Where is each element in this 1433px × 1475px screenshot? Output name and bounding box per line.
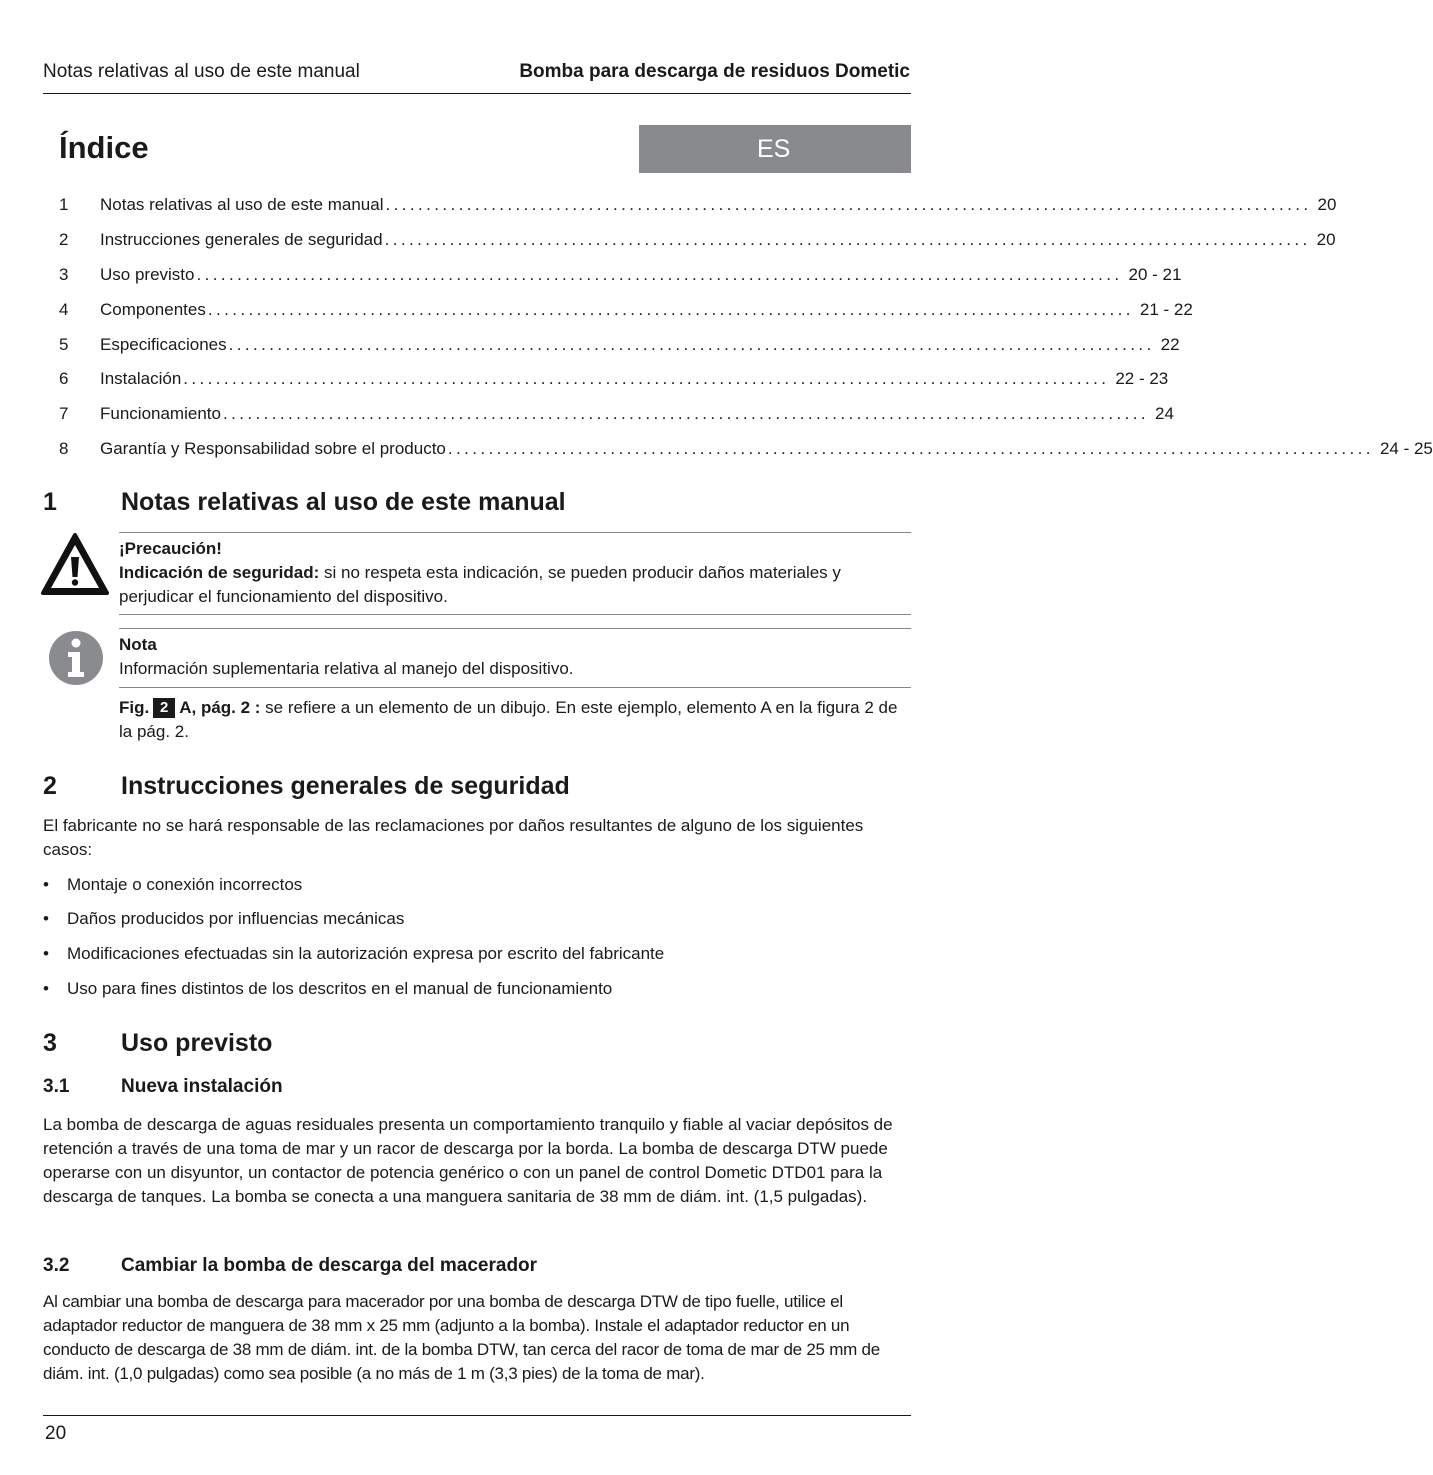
toc-page: 22 [1160,335,1180,354]
note-block [119,633,911,681]
toc-leader: .................................................................................................................. [385,195,1312,214]
toc-text: Notas relativas al uso de este manual [100,195,384,214]
paragraph: La bomba de descarga de aguas residuales presenta un comportamiento tranquilo y fiable al vaciar depósitos de retención a través de una toma de mar y un racor de descarga por la borda. La bomba de descarga DTW puede operarse con un disyuntor, un contactor de potencia genérico o con un panel de control Dometic DTD01 para la descarga de tanques. La bomba se conecta a una manguera sanitaria de 38 mm de diám. int. (1,5 pulgadas). [43,1115,893,1206]
caution-text [119,561,911,609]
paragraph: El fabricante no se hará responsable de las reclamaciones por daños resultantes de alguno de los siguientes casos: [43,816,864,859]
toc-row[interactable] [59,333,1180,357]
section-heading-2 [43,772,911,804]
subsection-heading-3-1 [43,1076,911,1102]
toc-text: Uso previsto [100,265,195,284]
toc-page: 21 - 22 [1139,300,1193,319]
section-number: 3 [43,1029,57,1057]
caution-block [119,537,911,609]
note-text: Información suplementaria relativa al manejo del dispositivo. [119,659,574,678]
toc-row[interactable] [59,263,1182,287]
note-label: Nota [119,635,157,654]
caution-body: si no respeta esta indicación, se pueden producir daños materiales y perjudicar el funcionamiento del dispositivo. [119,563,841,606]
toc-row[interactable] [59,193,1337,217]
toc-page: 22 - 23 [1115,369,1169,388]
toc-text: Instrucciones generales de seguridad [100,230,383,249]
toc-page: 20 [1317,195,1337,214]
paragraph: Al cambiar una bomba de descarga para macerador por una bomba de descarga DTW de tipo fuelle, utilice el adaptador reductor de manguera de 38 mm x 25 mm (adjunto a la bomba). Instale el adaptador reductor en un conducto de descarga de 38 mm de diám. int. de la bomba DTW, tan cerca del racor de toma de mar de 25 mm de diám. int. (1,0 pulgadas) como sea posible (a no más de 1 m (3,3 pies) de la toma de mar). [43,1292,880,1383]
toc-number: 6 [59,369,69,388]
page-title: Índice [59,130,149,165]
toc-leader: .................................................................................................................. [183,369,1110,388]
toc-leader: .................................................................................................................. [447,439,1374,458]
warning-triangle-icon [40,532,110,598]
toc-text: Componentes [100,300,206,319]
figure-reference-note [119,696,911,744]
list-item: • Uso para fines distintos de los descritos en el manual de funcionamiento [43,979,613,998]
toc-number: 3 [59,265,69,284]
section-title: Instrucciones generales de seguridad [121,772,570,800]
toc-page: 24 [1155,404,1174,423]
toc-text: Instalación [100,369,182,388]
toc-leader: .................................................................................................................. [207,300,1134,319]
section-heading-1 [43,488,911,520]
section-title: Uso previsto [121,1029,273,1057]
divider [119,614,911,615]
divider [119,532,911,533]
toc-leader: .................................................................................................................. [196,265,1123,284]
subsection-number: 3.1 [43,1076,70,1097]
list-item: • Montaje o conexión incorrectos [43,875,303,894]
caution-bold: Indicación de seguridad: [119,563,320,582]
toc-page: 20 - 21 [1128,265,1182,284]
section-number: 1 [43,488,57,516]
section-heading-3 [43,1029,911,1061]
running-header-right: Bomba para descarga de residuos Dometic [519,61,910,82]
footer-rule [43,1415,911,1416]
toc-row[interactable] [59,402,1174,426]
list-item: • Daños producidos por influencias mecánicas [43,909,405,928]
info-icon [48,630,104,686]
toc-text: Funcionamiento [100,404,221,423]
section-title: Notas relativas al uso de este manual [121,488,566,516]
section-number: 2 [43,772,57,800]
language-tab-label: ES [757,135,791,163]
toc-number: 2 [59,230,69,249]
toc-row[interactable] [59,437,1433,461]
divider [119,687,911,688]
fig-text: se refiere a un elemento de un dibujo. En este ejemplo, elemento A en la figura 2 de la pág. 2. [119,698,898,741]
subsection-title: Nueva instalación [121,1076,283,1097]
subsection-number: 3.2 [43,1255,70,1276]
toc-number: 1 [59,195,69,214]
caution-label: ¡Precaución! [119,539,222,558]
toc-text: Especificaciones [100,335,227,354]
toc-number: 5 [59,335,69,354]
toc-page: 24 - 25 [1379,439,1433,458]
toc-leader: .................................................................................................................. [384,230,1311,249]
toc-leader: .................................................................................................................. [222,404,1150,423]
running-header-left: Notas relativas al uso de este manual [43,61,360,82]
toc-row[interactable] [59,228,1336,252]
subsection-heading-3-2 [43,1255,911,1281]
page-number: 20 [45,1423,67,1444]
divider [119,628,911,629]
toc-number: 4 [59,300,69,319]
toc-row[interactable] [59,367,1169,391]
toc-row[interactable] [59,298,1193,322]
toc-page: 20 [1316,230,1336,249]
toc-text: Garantía y Responsabilidad sobre el producto [100,439,446,458]
header-rule [43,93,911,94]
toc-number: 7 [59,404,69,423]
toc-number: 8 [59,439,69,458]
language-tab [639,125,911,173]
fig-ref: A, pág. 2 : [179,698,261,717]
list-item: • Modificaciones efectuadas sin la autorización expresa por escrito del fabricante [43,944,665,963]
subsection-title: Cambiar la bomba de descarga del macerador [121,1255,538,1276]
fig-prefix: Fig. [119,698,150,717]
toc-leader: .................................................................................................................. [228,335,1155,354]
figure-number-badge: 2 [153,698,175,718]
